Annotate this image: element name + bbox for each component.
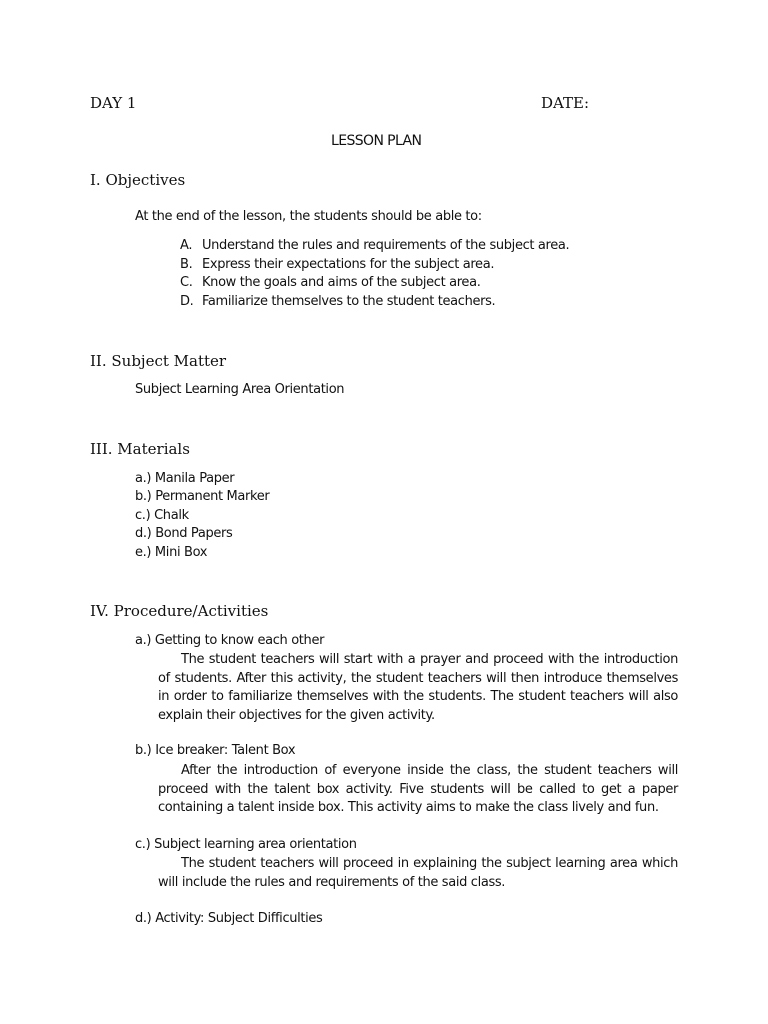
material-item: d.) Bond Papers xyxy=(135,526,233,541)
material-item: a.) Manila Paper xyxy=(135,471,235,486)
objective-item: Understand the rules and requirements of the subject area. xyxy=(202,238,570,253)
page-title: LESSON PLAN xyxy=(331,133,422,149)
activity-body-text: The student teachers will start with a prayer and proceed with the introduction of students. After this activity, the student teachers will then introduce themselves in order to familiarize themselves with the students. The student teachers will also explain their objectives for the given activity. xyxy=(158,652,678,724)
subject-matter-heading: II. Subject Matter xyxy=(90,352,227,370)
material-item: e.) Mini Box xyxy=(135,545,208,560)
activity-title: a.) Getting to know each other xyxy=(135,633,325,648)
materials-heading: III. Materials xyxy=(90,440,190,458)
activity-body xyxy=(158,855,678,892)
material-item: b.) Permanent Marker xyxy=(135,489,270,504)
day-label: DAY 1 xyxy=(90,94,137,112)
objectives-heading: I. Objectives xyxy=(90,171,186,189)
objective-item: Express their expectations for the subject area. xyxy=(202,257,495,272)
activity-title: d.) Activity: Subject Difficulties xyxy=(135,911,323,926)
activity-title: c.) Subject learning area orientation xyxy=(135,837,357,852)
objective-marker: B. xyxy=(180,257,193,272)
date-label: DATE: xyxy=(541,94,590,112)
activity-body xyxy=(158,762,678,818)
objective-item: Familiarize themselves to the student teachers. xyxy=(202,294,496,309)
activity-title: b.) Ice breaker: Talent Box xyxy=(135,743,296,758)
activity-body-text: After the introduction of everyone inside the class, the student teachers will proceed with the talent box activity. Five students will be called to get a paper containing a talent inside box. This activity aims to make the class lively and fun. xyxy=(158,763,678,816)
activity-body xyxy=(158,651,678,726)
objective-marker: C. xyxy=(180,275,193,290)
objective-marker: D. xyxy=(180,294,194,309)
objective-item: Know the goals and aims of the subject area. xyxy=(202,275,481,290)
objectives-intro: At the end of the lesson, the students should be able to: xyxy=(135,209,482,224)
objective-marker: A. xyxy=(180,238,193,253)
procedure-heading: IV. Procedure/Activities xyxy=(90,602,269,620)
material-item: c.) Chalk xyxy=(135,508,189,523)
activity-body-text: The student teachers will proceed in explaining the subject learning area which will include the rules and requirements of the said class. xyxy=(158,856,678,890)
subject-matter-text: Subject Learning Area Orientation xyxy=(135,382,345,397)
